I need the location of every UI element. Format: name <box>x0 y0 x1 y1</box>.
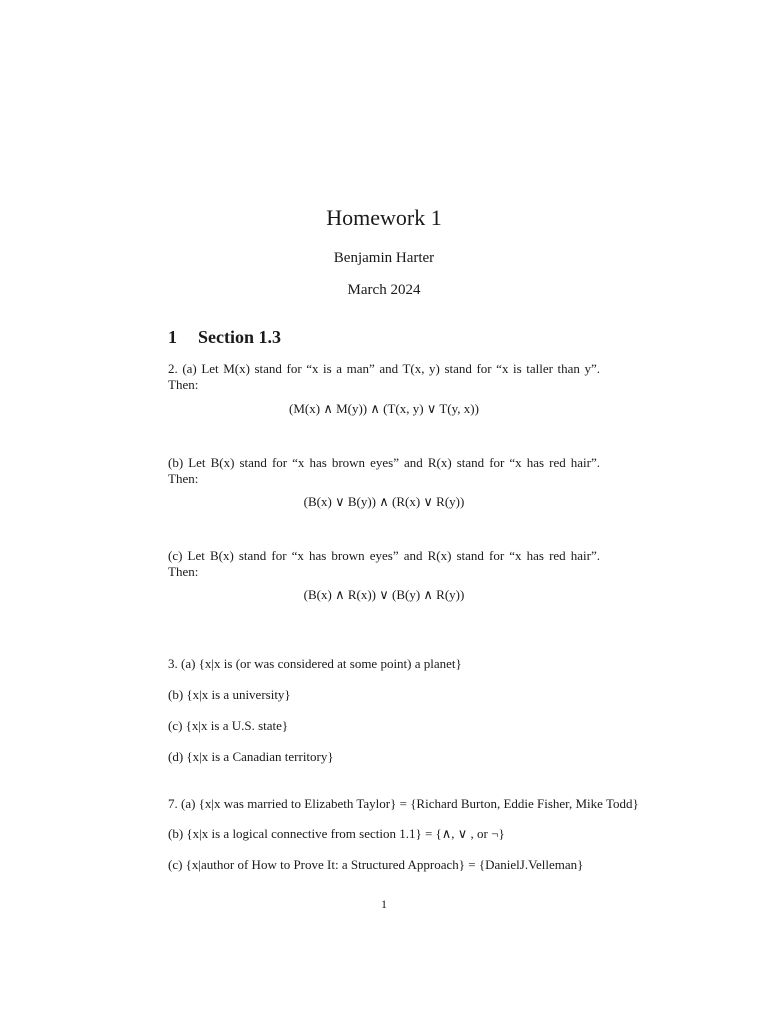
problem-3b: (b) {x|x is a university} <box>168 687 291 702</box>
problem-3c: (c) {x|x is a U.S. state} <box>168 718 289 733</box>
section-number: 1 <box>168 327 177 347</box>
problem-7b: (b) {x|x is a logical connective from section 1.1} = {∧, ∨ , or ¬} <box>168 826 505 841</box>
problem-2c-equation: (B(x) ∧ R(x)) ∨ (B(y) ∧ R(y)) <box>303 587 465 602</box>
document-title: Homework 1 <box>326 205 442 230</box>
problem-2b-equation: (B(x) ∨ B(y)) ∧ (R(x) ∨ R(y)) <box>303 494 465 509</box>
problem-2b-text: (b) Let B(x) stand for “x has brown eyes” and R(x) stand for “x has red hair”. Then: <box>168 455 600 486</box>
problem-2a-equation: (M(x) ∧ M(y)) ∧ (T(x, y) ∨ T(y, x)) <box>289 401 479 416</box>
section-heading <box>168 327 281 348</box>
section-title: Section 1.3 <box>198 327 281 347</box>
document-date: March 2024 <box>347 282 421 298</box>
problem-3a: 3. (a) {x|x is (or was considered at some point) a planet} <box>168 656 462 671</box>
problem-2c-text: (c) Let B(x) stand for “x has brown eyes” and R(x) stand for “x has red hair”. Then: <box>168 548 600 579</box>
document-author: Benjamin Harter <box>333 250 435 266</box>
problem-7a: 7. (a) {x|x was married to Elizabeth Taylor} = {Richard Burton, Eddie Fisher, Mike Todd} <box>168 796 639 811</box>
page-number: 1 <box>381 897 387 911</box>
problem-2a-text: 2. (a) Let M(x) stand for “x is a man” and T(x, y) stand for “x is taller than y”. Then: <box>168 361 600 392</box>
problem-7c: (c) {x|author of How to Prove It: a Structured Approach} = {DanielJ.Velleman} <box>168 857 584 872</box>
problem-3d: (d) {x|x is a Canadian territory} <box>168 749 334 764</box>
